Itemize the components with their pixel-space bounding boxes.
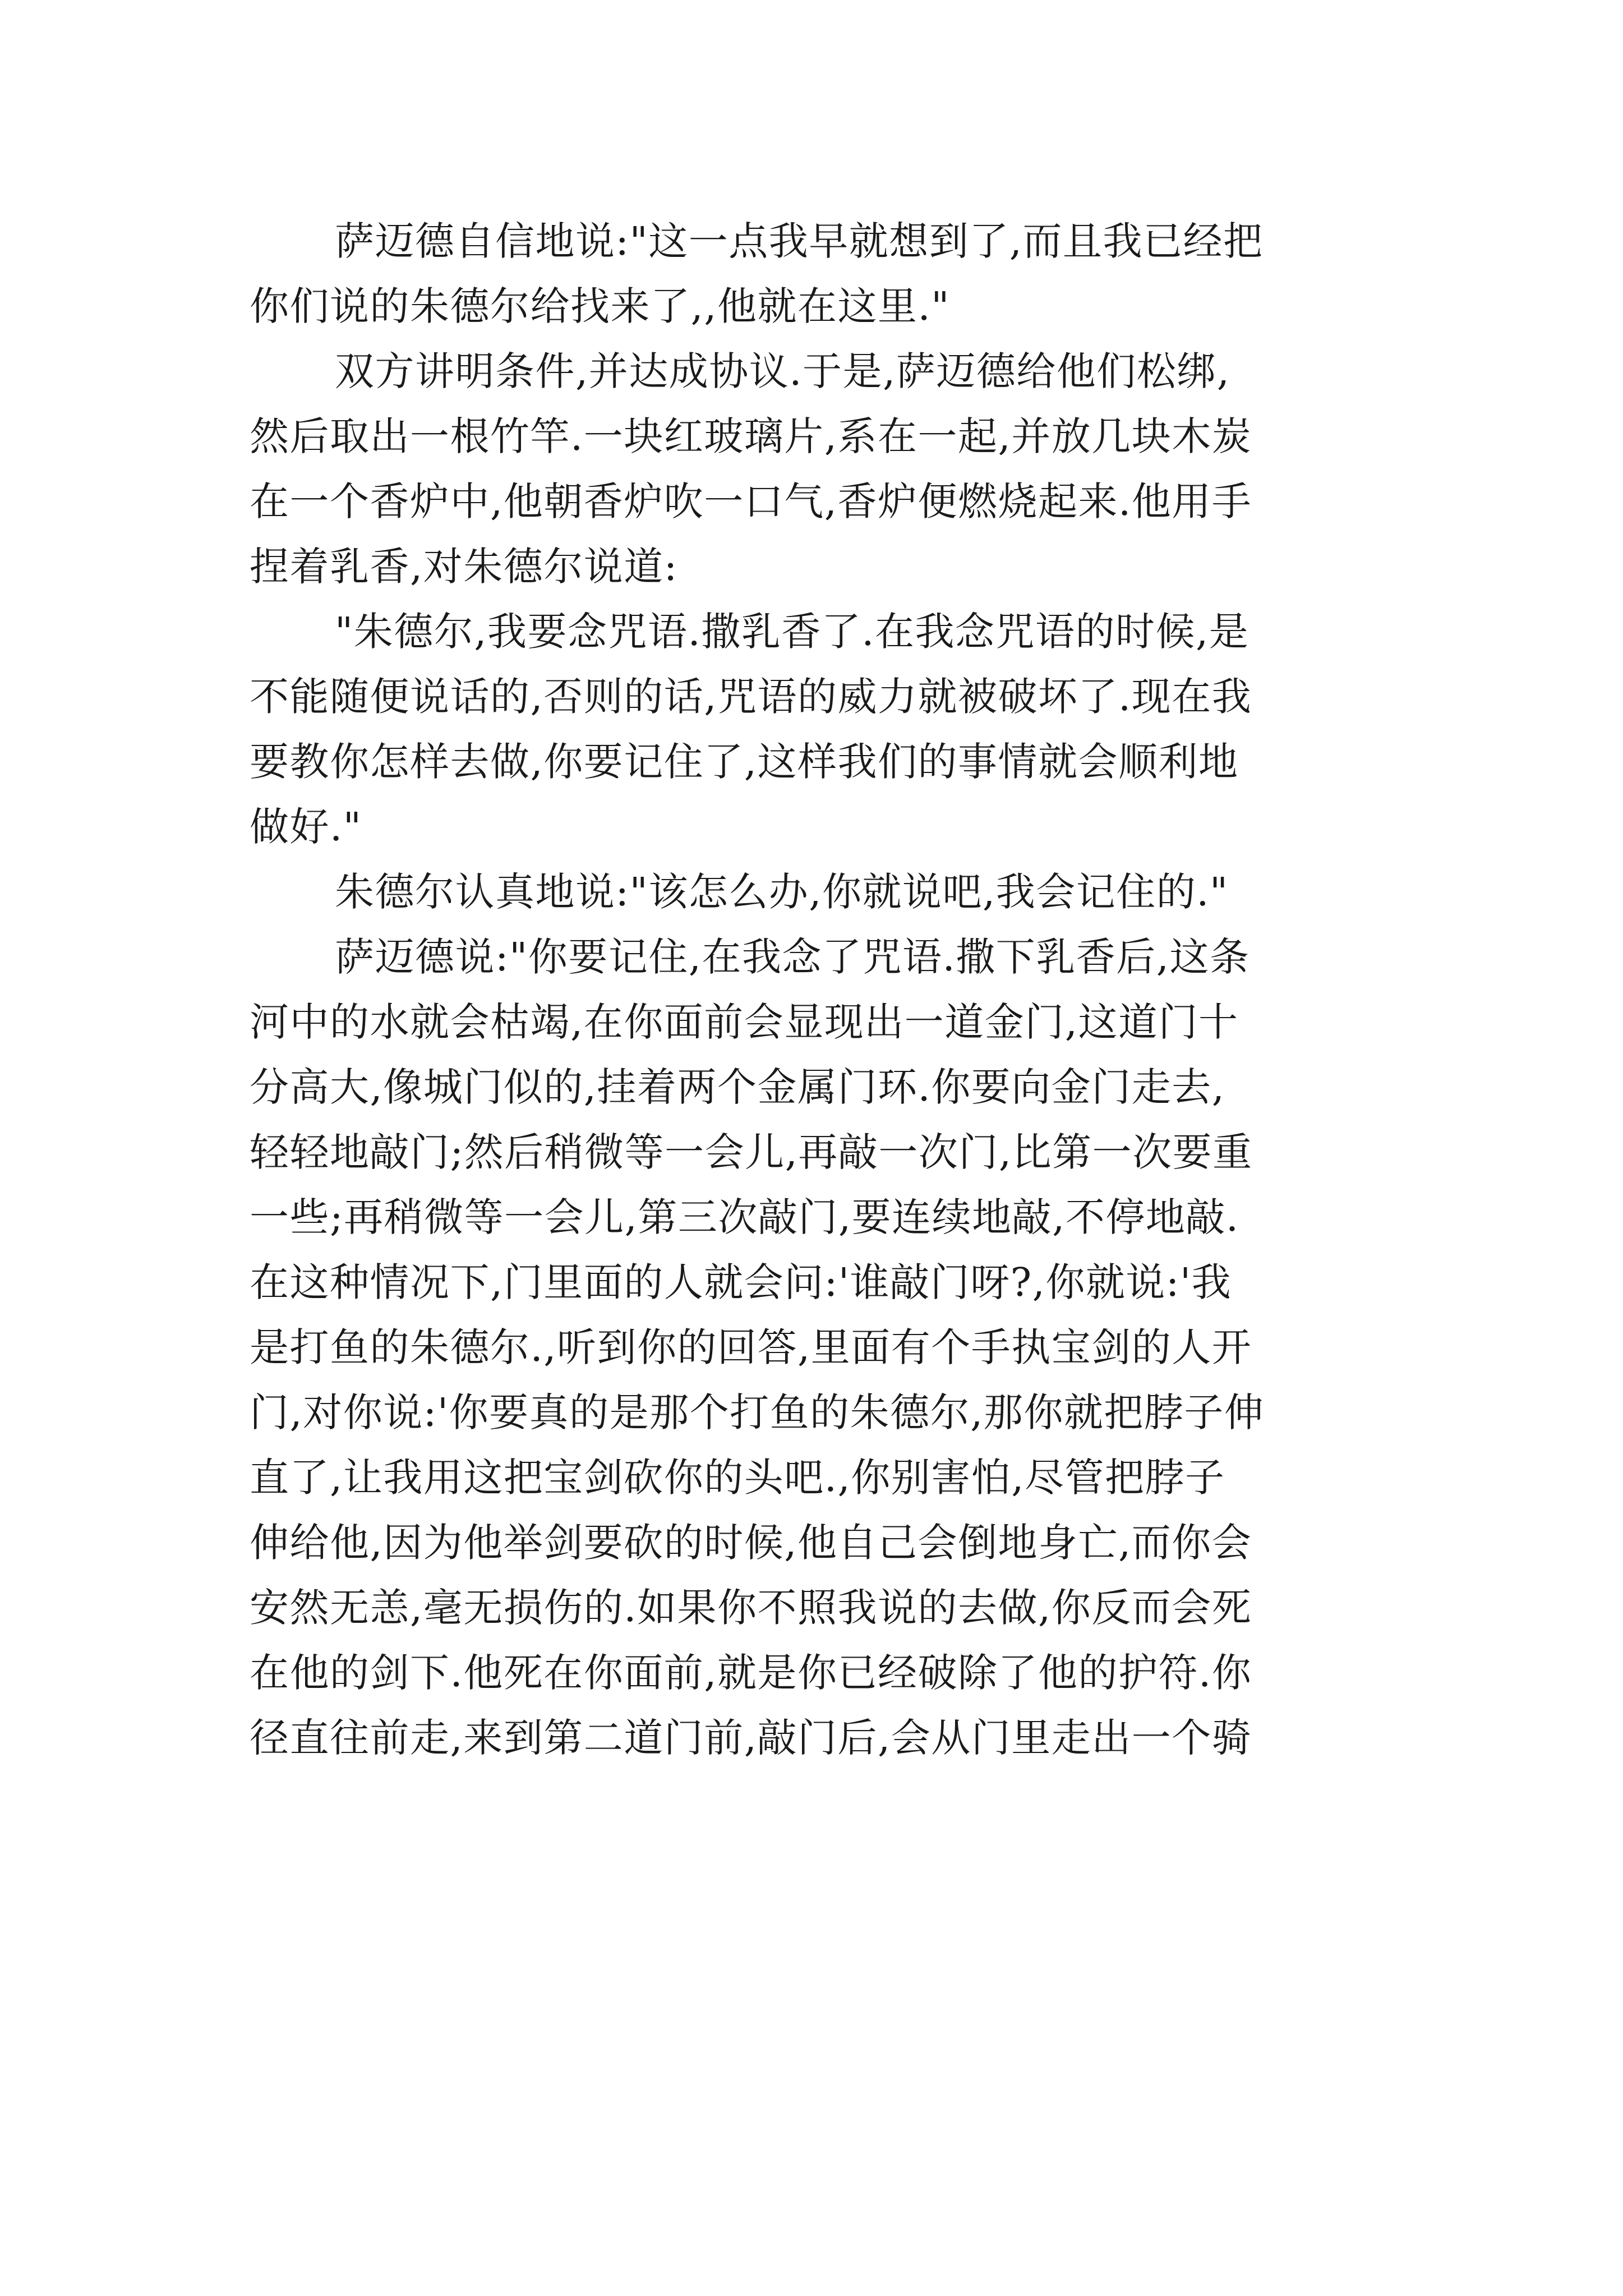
text-line: 然后取出一根竹竿.一块红玻璃片,系在一起,并放几块木炭 [250, 413, 1252, 459]
text-line: 双方讲明条件,并达成协议.于是,萨迈德给他们松绑, [335, 348, 1230, 394]
body-text [250, 209, 1388, 1770]
text-line: 伸给他,因为他举剑要砍的时候,他自己会倒地身亡,而你会 [250, 1520, 1252, 1566]
text-line: 轻轻地敲门;然后稍微等一会儿,再敲一次门,比第一次要重 [250, 1129, 1253, 1175]
text-line: 你们说的朱德尔给找来了,,他就在这里." [250, 283, 950, 329]
text-line: 捏着乳香,对朱德尔说道: [250, 544, 678, 590]
text-line: 萨迈德说:"你要记住,在我念了咒语.撒下乳香后,这条 [335, 934, 1250, 980]
text-line: 朱德尔认真地说:"该怎么办,你就说吧,我会记住的." [335, 869, 1229, 915]
text-line: 在这种情况下,门里面的人就会问:'谁敲门呀?,你就说:'我 [250, 1259, 1232, 1305]
text-line: 门,对你说:'你要真的是那个打鱼的朱德尔,那你就把脖子伸 [250, 1389, 1265, 1435]
text-line: 不能随便说话的,否则的话,咒语的威力就被破坏了.现在我 [250, 674, 1252, 720]
text-line: 要教你怎样去做,你要记住了,这样我们的事情就会顺利地 [250, 739, 1239, 785]
text-line: 直了,让我用这把宝剑砍你的头吧.,你别害怕,尽管把脖子 [250, 1455, 1225, 1501]
text-line: 在一个香炉中,他朝香炉吹一口气,香炉便燃烧起来.他用手 [250, 478, 1252, 524]
text-line: 是打鱼的朱德尔.,听到你的回答,里面有个手执宝剑的人开 [250, 1324, 1252, 1370]
text-line: 径直往前走,来到第二道门前,敲门后,会从门里走出一个骑 [250, 1715, 1252, 1761]
text-line: 分高大,像城门似的,挂着两个金属门环.你要向金门走去, [250, 1064, 1225, 1110]
text-line: 做好." [250, 804, 362, 850]
text-line: 萨迈德自信地说:"这一点我早就想到了,而且我已经把 [335, 218, 1264, 264]
text-line: 一些;再稍微等一会儿,第三次敲门,要连续地敲,不停地敲. [250, 1194, 1239, 1240]
text-line: 河中的水就会枯竭,在你面前会显现出一道金门,这道门十 [250, 999, 1239, 1045]
text-line: 在他的剑下.他死在你面前,就是你已经破除了他的护符.你 [250, 1650, 1252, 1696]
text-line: 安然无恙,毫无损伤的.如果你不照我说的去做,你反而会死 [250, 1585, 1252, 1631]
text-line: "朱德尔,我要念咒语.撒乳香了.在我念咒语的时候,是 [335, 609, 1249, 655]
